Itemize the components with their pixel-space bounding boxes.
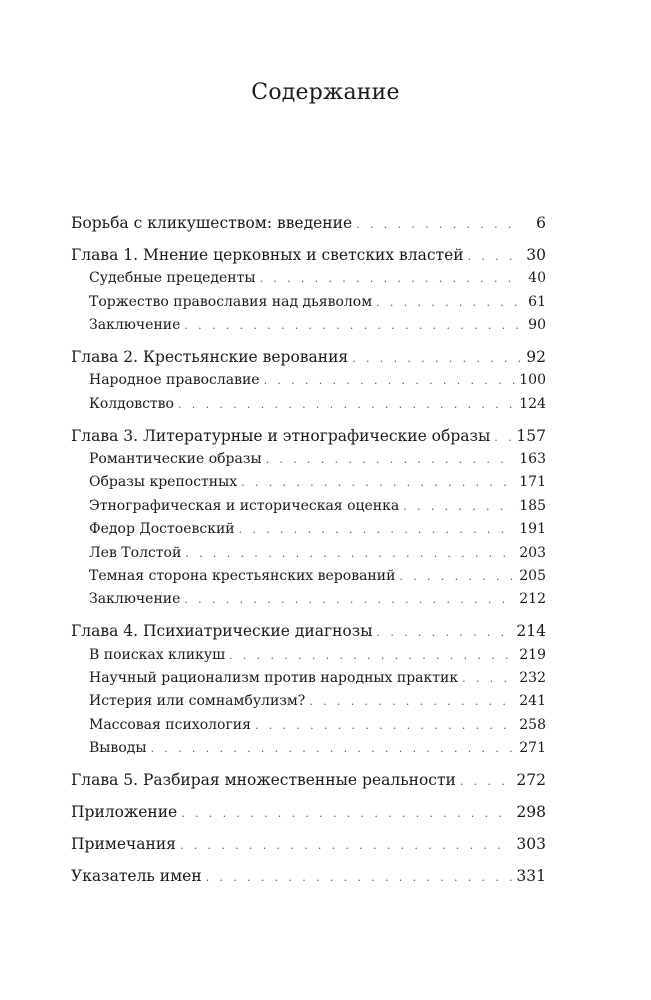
toc-page-number: 298	[516, 802, 546, 821]
toc-entry-title: Примечания	[71, 834, 176, 853]
toc-entry-title: Судебные прецеденты	[89, 270, 256, 287]
toc-dot-leader	[403, 495, 515, 518]
toc-page-number: 219	[519, 646, 546, 663]
toc-page-number: 30	[526, 245, 546, 264]
toc-dot-leader	[460, 770, 513, 793]
toc-dot-leader	[462, 667, 515, 690]
toc-entry-title: Колдовство	[89, 395, 174, 412]
toc-page-number: 61	[528, 293, 546, 310]
toc-entry-chapter	[71, 865, 546, 888]
toc-page-number: 258	[519, 716, 546, 733]
toc-entry-section	[71, 690, 546, 713]
toc-dot-leader	[468, 245, 520, 268]
toc-entry-title: Глава 5. Разбирая множественные реальности	[71, 771, 456, 790]
toc-dot-leader	[266, 448, 516, 471]
toc-entry-chapter	[71, 425, 546, 448]
toc-page-number: 171	[519, 474, 546, 491]
toc-page-number: 331	[516, 866, 546, 885]
toc-entry-title: Образы крепостных	[89, 474, 238, 491]
toc-dot-leader	[356, 213, 520, 236]
toc-entry-title: Выводы	[89, 740, 147, 757]
toc-entry-section	[71, 267, 546, 290]
toc-entry-chapter	[71, 244, 546, 267]
toc-entry-title: Глава 4. Психиатрические диагнозы	[71, 622, 373, 641]
toc-dot-leader	[206, 866, 513, 889]
toc-entry-section	[71, 495, 546, 518]
toc-entry-section	[71, 737, 546, 760]
toc-dot-leader	[184, 588, 515, 611]
toc-entry-section	[71, 369, 546, 392]
toc-page-number: 212	[519, 591, 546, 608]
toc-page-number: 92	[526, 347, 546, 366]
toc-entry-title: Заключение	[89, 317, 181, 334]
toc-entry-title: Темная сторона крестьянских верований	[89, 567, 396, 584]
toc-entry-title: Народное православие	[89, 372, 260, 389]
toc-entry-title: Торжество православия над дьяволом	[89, 293, 373, 310]
toc-dot-leader	[185, 542, 515, 565]
page-title: Содержание	[251, 80, 400, 105]
toc-page-number: 124	[519, 395, 546, 412]
toc-entry-title: В поисках кликуш	[89, 646, 226, 663]
toc-page-number: 205	[519, 567, 546, 584]
toc-dot-leader	[309, 690, 515, 713]
toc-entry-title: Глава 2. Крестьянские верования	[71, 347, 349, 366]
toc-page-number: 241	[519, 693, 546, 710]
toc-entry-title: Борьба с кликушеством: введение	[71, 214, 353, 232]
toc-page-number: 232	[519, 670, 546, 687]
toc-entry-section	[71, 314, 546, 337]
toc-dot-leader	[241, 471, 515, 494]
toc-dot-leader	[259, 267, 520, 290]
toc-entry-section	[71, 393, 546, 416]
toc-dot-leader	[352, 347, 520, 370]
toc-page-number: 185	[519, 497, 546, 514]
toc-dot-leader	[151, 737, 516, 760]
toc-page-number: 203	[519, 544, 546, 561]
toc-entry-section	[71, 291, 546, 314]
toc-entry-section	[71, 518, 546, 541]
toc-page-number: 100	[519, 372, 546, 389]
toc-dot-leader	[180, 834, 512, 857]
toc-dot-leader	[229, 644, 515, 667]
toc-dot-leader	[181, 802, 512, 825]
toc-page-number: 157	[516, 426, 546, 445]
toc-entry-section	[71, 644, 546, 667]
toc-page-number: 214	[516, 622, 546, 641]
toc-dot-leader	[377, 621, 513, 644]
toc-entry-title: Массовая психология	[89, 716, 251, 733]
toc-entry-section	[71, 714, 546, 737]
toc-page-number: 271	[519, 740, 546, 757]
toc-entry-section	[71, 588, 546, 611]
toc-entry-title: Приложение	[71, 802, 178, 821]
toc-entry-title: Федор Достоевский	[89, 521, 235, 538]
toc-page-number: 303	[516, 834, 546, 853]
toc-page-number: 6	[536, 214, 546, 232]
toc-entry-title: Научный рационализм против народных практик	[89, 670, 459, 687]
toc-entry-section	[71, 565, 546, 588]
toc-entry-section	[71, 471, 546, 494]
toc-dot-leader	[239, 518, 516, 541]
toc-entry-title: Лев Толстой	[89, 544, 182, 561]
toc-dot-leader	[264, 369, 516, 392]
toc-entry-title: Указатель имен	[71, 866, 202, 885]
toc-entry-chapter	[71, 801, 546, 824]
toc-dot-leader	[255, 714, 515, 737]
toc-entry-section	[71, 542, 546, 565]
toc-entry-title: Заключение	[89, 591, 181, 608]
toc-entry-chapter	[71, 212, 546, 235]
toc-entry-chapter	[71, 769, 546, 792]
toc-page-number: 272	[516, 771, 546, 790]
toc-entry-chapter	[71, 620, 546, 643]
toc-entry-section	[71, 667, 546, 690]
toc-page-number: 163	[519, 451, 546, 468]
toc-page-number: 40	[528, 270, 546, 287]
toc-entry-title: Романтические образы	[89, 451, 262, 468]
toc-page-number: 90	[528, 317, 546, 334]
toc-dot-leader	[184, 314, 520, 337]
toc-entry-chapter	[71, 346, 546, 369]
toc-entry-title: Этнографическая и историческая оценка	[89, 497, 400, 514]
toc-entry-title: Глава 3. Литературные и этнографические образы	[71, 426, 491, 445]
toc-entry-chapter	[71, 833, 546, 856]
table-of-contents	[71, 212, 546, 888]
toc-dot-leader	[376, 291, 520, 314]
toc-dot-leader	[399, 565, 515, 588]
toc-entry-section	[71, 448, 546, 471]
toc-entry-title: Глава 1. Мнение церковных и светских властей	[71, 245, 464, 264]
toc-page-number: 191	[519, 521, 546, 538]
toc-dot-leader	[494, 426, 512, 449]
toc-entry-title: Истерия или сомнамбулизм?	[89, 693, 306, 710]
toc-dot-leader	[178, 393, 515, 416]
